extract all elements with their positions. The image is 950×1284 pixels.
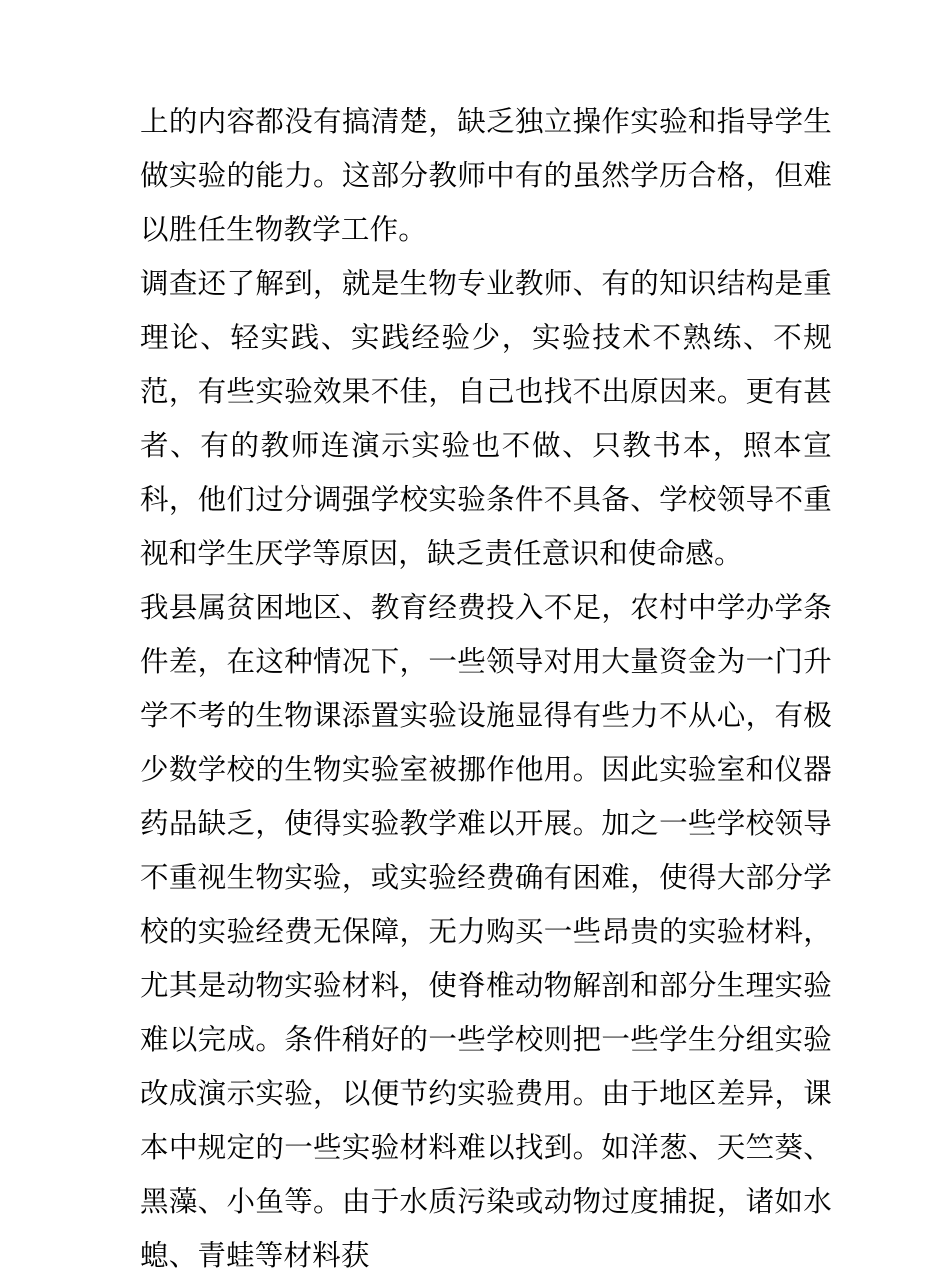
document-body — [140, 96, 832, 1284]
paragraph: 我县属贫困地区、教育经费投入不足，农村中学办学条件差，在这种情况下，一些领导对用大量资金为一门升学不考的生物课添置实验设施显得有些力不从心，有极少数学校的生物实验室被挪作他用。因此实验室和仪器药品缺乏，使得实验教学难以开展。加之一些学校领导不重视生物实验，或实验经费确有困难，使得大部分学校的实验经费无保障，无力购买一些昂贵的实验材料，尤其是动物实验材料，使脊椎动物解剖和部分生理实验难以完成。条件稍好的一些学校则把一些学生分组实验改成演示实验，以便节约实验费用。由于地区差异，课本中规定的一些实验材料难以找到。如洋葱、天竺葵、黑藻、小鱼等。由于水质污染或动物过度捕捉，诸如水螅、青蛙等材料获 — [140, 593, 832, 1272]
paragraph: 上的内容都没有搞清楚，缺乏独立操作实验和指导学生做实验的能力。这部分教师中有的虽然学历合格，但难以胜任生物教学工作。 — [140, 107, 832, 246]
paragraph: 调查还了解到，就是生物专业教师、有的知识结构是重理论、轻实践、实践经验少，实验技术不熟练、不规范，有些实验效果不佳，自己也找不出原因来。更有甚者、有的教师连演示实验也不做、只教书本，照本宣科，他们过分调强学校实验条件不具备、学校领导不重视和学生厌学等原因，缺乏责任意识和使命感。 — [140, 269, 832, 570]
